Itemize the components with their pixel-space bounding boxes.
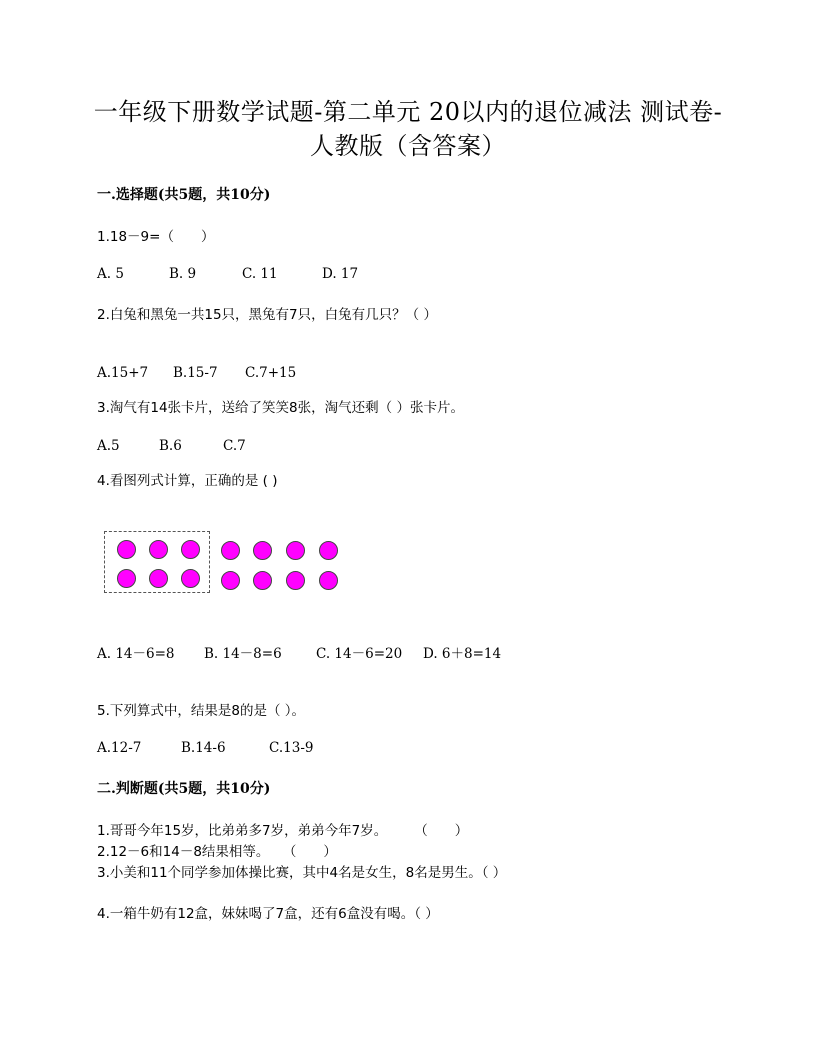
question-1-option-d[interactable]: D. 17 bbox=[322, 266, 359, 282]
question-4-option-b[interactable]: B. 14－8=6 bbox=[204, 646, 282, 662]
question-1-text: 1.18－9=（ ） bbox=[97, 229, 215, 245]
counting-dot bbox=[319, 541, 338, 560]
page-title-line-2: 人教版（含答案） bbox=[310, 132, 506, 160]
section-heading-true-false: 二.判断题(共5题，共10分) bbox=[97, 781, 271, 797]
question-1-option-c[interactable]: C. 11 bbox=[242, 266, 278, 282]
question-2-option-a[interactable]: A.15+7 bbox=[97, 365, 149, 381]
section-heading-choice: 一.选择题(共5题，共10分) bbox=[97, 187, 271, 203]
counting-dot bbox=[286, 571, 305, 590]
question-4-option-d[interactable]: D. 6＋8=14 bbox=[423, 646, 502, 662]
counting-dot bbox=[221, 541, 240, 560]
question-4-text: 4.看图列式计算，正确的是 ( ) bbox=[97, 473, 278, 489]
true-false-statement-1: 1.哥哥今年15岁，比弟弟多7岁，弟弟今年7岁。 （ ） bbox=[97, 823, 469, 839]
question-1-option-a[interactable]: A. 5 bbox=[97, 266, 124, 282]
question-5-option-b[interactable]: B.14-6 bbox=[181, 740, 226, 756]
question-5-option-c[interactable]: C.13-9 bbox=[269, 740, 314, 756]
question-1-option-b[interactable]: B. 9 bbox=[169, 266, 197, 282]
counting-dot bbox=[319, 571, 338, 590]
question-3-option-b[interactable]: B.6 bbox=[159, 438, 182, 454]
question-2-text: 2.白兔和黑兔一共15只，黑兔有7只，白兔有几只？（ ） bbox=[97, 307, 437, 323]
question-3-text: 3.淘气有14张卡片，送给了笑笑8张，淘气还剩（ ）张卡片。 bbox=[97, 400, 464, 416]
counting-dot bbox=[253, 541, 272, 560]
counting-dot bbox=[117, 540, 136, 559]
counting-dot bbox=[117, 569, 136, 588]
counting-dot bbox=[149, 540, 168, 559]
counting-dot bbox=[253, 571, 272, 590]
counting-dot bbox=[149, 569, 168, 588]
counting-dot bbox=[181, 569, 200, 588]
question-3-option-a[interactable]: A.5 bbox=[97, 438, 120, 454]
question-4-option-c[interactable]: C. 14－6=20 bbox=[316, 646, 403, 662]
true-false-statement-4: 4.一箱牛奶有12盒，妹妹喝了7盒，还有6盒没有喝。（ ） bbox=[97, 906, 439, 922]
counting-dot bbox=[286, 541, 305, 560]
counting-dot bbox=[221, 571, 240, 590]
question-4-option-a[interactable]: A. 14－6=8 bbox=[97, 646, 175, 662]
question-5-text: 5.下列算式中，结果是8的是（ ）。 bbox=[97, 703, 306, 719]
counting-dots-figure bbox=[100, 528, 350, 600]
page-title-line-1: 一年级下册数学试题-第二单元 20以内的退位减法 测试卷- bbox=[93, 98, 723, 126]
true-false-statement-3: 3.小美和11个同学参加体操比赛，其中4名是女生，8名是男生。（ ） bbox=[97, 865, 507, 881]
question-3-option-c[interactable]: C.7 bbox=[223, 438, 246, 454]
counting-dot bbox=[181, 540, 200, 559]
question-2-option-b[interactable]: B.15-7 bbox=[173, 365, 218, 381]
true-false-statement-2: 2.12－6和14－8结果相等。 （ ） bbox=[97, 844, 337, 860]
question-5-option-a[interactable]: A.12-7 bbox=[97, 740, 142, 756]
question-2-option-c[interactable]: C.7+15 bbox=[245, 365, 297, 381]
